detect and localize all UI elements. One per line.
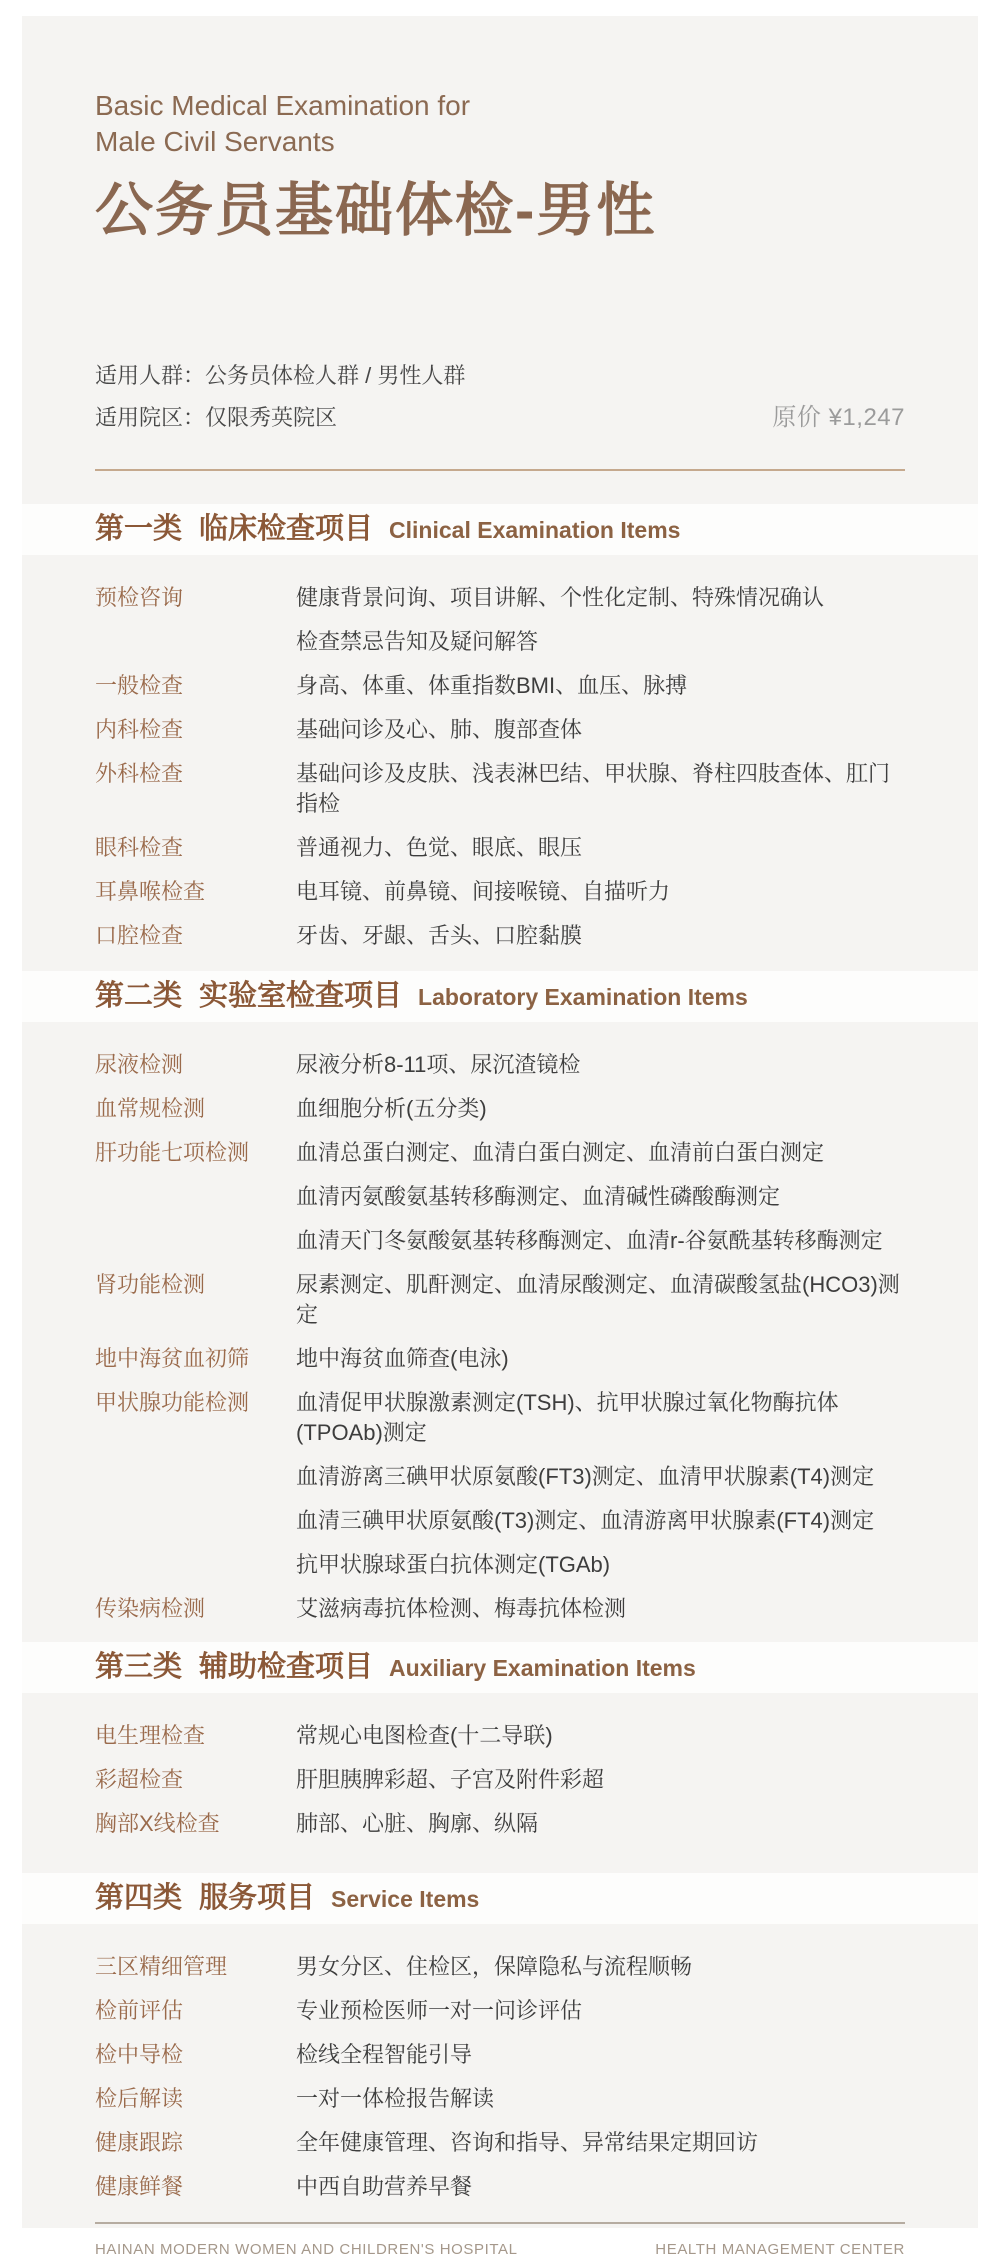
table-row: [95, 627, 905, 657]
row-desc: 中西自助营养早餐: [296, 2174, 473, 2199]
section-rows: [95, 1050, 905, 1624]
row-desc: 尿素测定、肌酐测定、血清尿酸测定、血清碳酸氢盐(HCO3)测定: [296, 1272, 900, 1327]
table-row: [95, 671, 905, 701]
table-row: [95, 1721, 905, 1751]
footer-divider: [95, 2222, 905, 2224]
section-title-en: Clinical Examination Items: [389, 517, 681, 543]
table-row: [95, 833, 905, 863]
section-heading: [22, 1642, 978, 1693]
section-title-zh: 服务项目: [199, 1882, 316, 1914]
table-row: [95, 1182, 905, 1212]
row-desc: 健康背景问询、项目讲解、个性化定制、特殊情况确认: [296, 585, 825, 610]
sections-container: [95, 504, 905, 2202]
row-label: 一般检查: [95, 673, 184, 698]
section-tag: 第一类: [95, 513, 183, 545]
row-desc: 基础问诊及皮肤、浅表淋巴结、甲状腺、脊柱四肢查体、肛门指检: [296, 761, 891, 816]
table-row: [95, 2128, 905, 2158]
meta-block: [95, 361, 905, 432]
row-desc: 地中海贫血筛查(电泳): [296, 1346, 509, 1371]
table-row: [95, 1138, 905, 1168]
table-row: [95, 715, 905, 745]
table-row: [95, 2084, 905, 2114]
row-desc: 抗甲状腺球蛋白抗体测定(TGAb): [296, 1552, 611, 1577]
row-label: 肝功能七项检测: [95, 1140, 250, 1165]
row-label: 检中导检: [95, 2042, 184, 2067]
section-title-en: Auxiliary Examination Items: [389, 1655, 696, 1681]
applicable-group-line: [95, 361, 905, 390]
row-label: 眼科检查: [95, 835, 184, 860]
row-label: 健康跟踪: [95, 2130, 184, 2155]
row-desc: 基础问诊及心、肺、腹部查体: [296, 717, 583, 742]
row-label: 内科检查: [95, 717, 184, 742]
table-row: [95, 1952, 905, 1982]
row-desc: 专业预检医师一对一问诊评估: [296, 1998, 583, 2023]
row-desc: 一对一体检报告解读: [296, 2086, 495, 2111]
section-heading: [22, 504, 978, 555]
footer-center-name: HEALTH MANAGEMENT CENTER: [655, 2241, 905, 2258]
row-desc: 肺部、心脏、胸廓、纵隔: [296, 1811, 539, 1836]
row-desc: 全年健康管理、咨询和指导、异常结果定期回访: [296, 2130, 759, 2155]
table-row: [95, 1594, 905, 1624]
section-heading: [22, 1873, 978, 1924]
row-label: 耳鼻喉检查: [95, 879, 206, 904]
page-title-english-line1: Basic Medical Examination for: [95, 90, 471, 121]
row-desc: 身高、体重、体重指数BMI、血压、脉搏: [296, 673, 688, 698]
section-title-en: Laboratory Examination Items: [418, 984, 748, 1010]
row-desc: 检线全程智能引导: [296, 2042, 473, 2067]
table-row: [95, 1226, 905, 1256]
row-desc: 电耳镜、前鼻镜、间接喉镜、自描听力: [296, 879, 671, 904]
section-title-en: Service Items: [331, 1886, 480, 1912]
table-row: [95, 921, 905, 951]
row-label: 电生理检查: [95, 1723, 206, 1748]
table-row: [95, 1462, 905, 1492]
row-desc: 血细胞分析(五分类): [296, 1096, 487, 1121]
footer-hospital-name: HAINAN MODERN WOMEN AND CHILDREN'S HOSPITAL: [95, 2241, 518, 2258]
section-title-zh: 实验室检查项目: [199, 980, 403, 1012]
row-label: 检后解读: [95, 2086, 184, 2111]
row-label: 胸部X线检查: [95, 1811, 220, 1836]
row-label: 地中海贫血初筛: [95, 1346, 250, 1371]
applicable-campus-line: [95, 403, 905, 432]
row-label: 预检咨询: [95, 585, 184, 610]
section-rows: [95, 1721, 905, 1839]
table-row: [95, 1809, 905, 1839]
applicable-group-label: 适用人群：: [95, 363, 206, 388]
table-row: [95, 1388, 905, 1448]
row-desc: 男女分区、住检区，保障隐私与流程顺畅: [296, 1954, 693, 1979]
section-tag: 第三类: [95, 1651, 183, 1683]
table-row: [95, 877, 905, 907]
page-title-english-line2: Male Civil Servants: [95, 126, 335, 157]
original-price: 原价 ¥1,247: [772, 404, 905, 431]
top-divider: [95, 469, 905, 471]
page-title-english: [95, 88, 905, 160]
row-label: 口腔检查: [95, 923, 184, 948]
row-desc: 艾滋病毒抗体检测、梅毒抗体检测: [296, 1596, 627, 1621]
row-desc: 血清游离三碘甲状原氨酸(FT3)测定、血清甲状腺素(T4)测定: [296, 1464, 875, 1489]
section-rows: [95, 583, 905, 951]
table-row: [95, 1506, 905, 1536]
section-rows: [95, 1952, 905, 2202]
section-title-zh: 辅助检查项目: [199, 1651, 374, 1683]
row-label: 三区精细管理: [95, 1954, 228, 1979]
table-row: [95, 1765, 905, 1795]
row-label: 甲状腺功能检测: [95, 1390, 250, 1415]
section-title-zh: 临床检查项目: [199, 513, 374, 545]
row-label: 尿液检测: [95, 1052, 184, 1077]
applicable-group-value: 公务员体检人群 / 男性人群: [205, 363, 466, 388]
table-row: [95, 1270, 905, 1330]
section-tag: 第四类: [95, 1882, 183, 1914]
row-desc: 血清天门冬氨酸氨基转移酶测定、血清r-谷氨酰基转移酶测定: [296, 1228, 883, 1253]
row-label: 血常规检测: [95, 1096, 206, 1121]
page-title: 公务员基础体检-男性: [95, 178, 657, 243]
table-row: [95, 2172, 905, 2202]
table-row: [95, 1094, 905, 1124]
table-row: [95, 1344, 905, 1374]
row-label: 健康鲜餐: [95, 2174, 184, 2199]
row-desc: 普通视力、色觉、眼底、眼压: [296, 835, 583, 860]
table-row: [95, 1550, 905, 1580]
table-row: [95, 2040, 905, 2070]
row-desc: 尿液分析8-11项、尿沉渣镜检: [296, 1052, 581, 1077]
applicable-campus-label: 适用院区：: [95, 405, 206, 430]
table-row: [95, 1050, 905, 1080]
table-row: [95, 759, 905, 819]
row-label: 肾功能检测: [95, 1272, 206, 1297]
row-desc: 血清丙氨酸氨基转移酶测定、血清碱性磷酸酶测定: [296, 1184, 781, 1209]
row-desc: 牙齿、牙龈、舌头、口腔黏膜: [296, 923, 583, 948]
footer: [95, 2240, 905, 2260]
row-desc: 常规心电图检查(十二导联): [296, 1723, 553, 1748]
applicable-campus-value: 仅限秀英院区: [205, 405, 338, 430]
row-label: 彩超检查: [95, 1767, 184, 1792]
row-desc: 血清三碘甲状原氨酸(T3)测定、血清游离甲状腺素(FT4)测定: [296, 1508, 875, 1533]
row-desc: 检查禁忌告知及疑问解答: [296, 629, 539, 654]
row-desc: 血清促甲状腺激素测定(TSH)、抗甲状腺过氧化物酶抗体(TPOAb)测定: [296, 1390, 839, 1445]
section-heading: [22, 971, 978, 1022]
table-row: [95, 583, 905, 613]
row-desc: 肝胆胰脾彩超、子宫及附件彩超: [296, 1767, 605, 1792]
row-label: 外科检查: [95, 761, 184, 786]
table-row: [95, 1996, 905, 2026]
package-card: [22, 16, 978, 2258]
row-label: 检前评估: [95, 1998, 184, 2023]
row-label: 传染病检测: [95, 1596, 206, 1621]
row-desc: 血清总蛋白测定、血清白蛋白测定、血清前白蛋白测定: [296, 1140, 825, 1165]
section-tag: 第二类: [95, 980, 183, 1012]
